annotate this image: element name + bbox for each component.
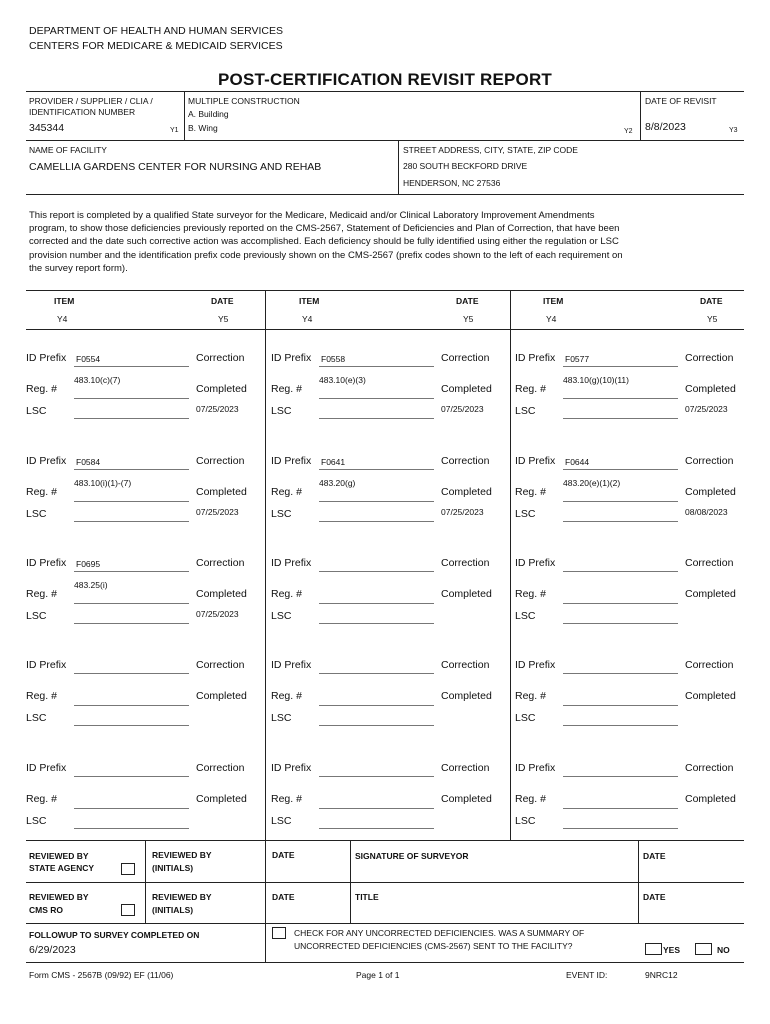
instructions-line: program, to show those deficiencies previously reported on the CMS-2567, Statement of Deficiencies and Plan of Correction, that have been bbox=[29, 223, 620, 235]
column-date-header: DATE bbox=[211, 296, 234, 306]
lsc-field[interactable] bbox=[319, 623, 434, 624]
reg-field[interactable] bbox=[319, 808, 434, 809]
provider-number: 345344 bbox=[29, 122, 65, 134]
lsc-label: LSC bbox=[26, 405, 47, 417]
cms-initials-label-1: REVIEWED BY bbox=[152, 892, 212, 902]
correction-label: Correction bbox=[196, 557, 245, 569]
id-prefix-label: ID Prefix bbox=[271, 762, 312, 774]
instructions-line: This report is completed by a qualified State surveyor for the Medicare, Medicaid and/or Clinical Laboratory Improvement Amendments bbox=[29, 210, 595, 221]
completed-label: Completed bbox=[685, 588, 736, 600]
column-item-header: ITEM bbox=[299, 296, 320, 306]
lsc-field[interactable] bbox=[563, 521, 678, 522]
reg-value: 483.10(i)(1)-(7) bbox=[74, 478, 132, 488]
correction-label: Correction bbox=[441, 762, 490, 774]
yes-label: YES bbox=[663, 945, 681, 955]
reg-label: Reg. # bbox=[271, 383, 302, 395]
column-item-header: ITEM bbox=[543, 296, 564, 306]
id-prefix-field[interactable] bbox=[319, 776, 434, 777]
lsc-label: LSC bbox=[26, 712, 47, 724]
id-prefix-value: F0554 bbox=[76, 354, 101, 364]
correction-label: Correction bbox=[685, 352, 734, 364]
lsc-field[interactable] bbox=[74, 725, 189, 726]
reg-field[interactable] bbox=[319, 501, 434, 502]
building-label: A. Building bbox=[188, 109, 229, 119]
event-id-label: EVENT ID: bbox=[566, 970, 608, 980]
agency-line-1: DEPARTMENT OF HEALTH AND HUMAN SERVICES bbox=[29, 25, 283, 37]
correction-label: Correction bbox=[685, 762, 734, 774]
id-prefix-label: ID Prefix bbox=[515, 762, 556, 774]
completed-label: Completed bbox=[441, 486, 492, 498]
y3-code: Y3 bbox=[729, 127, 738, 134]
lsc-field[interactable] bbox=[74, 418, 189, 419]
column-date-header: DATE bbox=[700, 296, 723, 306]
provider-label-line-1: PROVIDER / SUPPLIER / CLIA / bbox=[29, 96, 153, 106]
reg-field[interactable] bbox=[74, 603, 189, 604]
id-prefix-label: ID Prefix bbox=[26, 557, 67, 569]
completed-date: 07/25/2023 bbox=[196, 404, 239, 414]
id-prefix-field[interactable] bbox=[74, 776, 189, 777]
correction-label: Correction bbox=[685, 557, 734, 569]
id-prefix-value: F0558 bbox=[321, 354, 346, 364]
revisit-date-value: 8/8/2023 bbox=[645, 121, 686, 133]
id-prefix-field[interactable] bbox=[74, 673, 189, 674]
reg-label: Reg. # bbox=[515, 690, 546, 702]
id-prefix-field[interactable] bbox=[563, 776, 678, 777]
reg-field[interactable] bbox=[563, 808, 678, 809]
lsc-label: LSC bbox=[271, 610, 292, 622]
reg-value: 483.25(i) bbox=[74, 580, 108, 590]
id-prefix-field[interactable] bbox=[563, 673, 678, 674]
reg-label: Reg. # bbox=[26, 690, 57, 702]
event-id-value: 9NRC12 bbox=[645, 970, 678, 980]
id-prefix-field[interactable] bbox=[319, 571, 434, 572]
correction-label: Correction bbox=[441, 352, 490, 364]
column-date-header: DATE bbox=[456, 296, 479, 306]
completed-label: Completed bbox=[441, 690, 492, 702]
reg-value: 483.10(c)(7) bbox=[74, 375, 121, 385]
completed-label: Completed bbox=[685, 486, 736, 498]
reg-label: Reg. # bbox=[515, 383, 546, 395]
column-y4-code: Y4 bbox=[302, 314, 313, 324]
lsc-field[interactable] bbox=[563, 725, 678, 726]
column-y5-code: Y5 bbox=[463, 314, 474, 324]
id-prefix-field[interactable] bbox=[74, 571, 189, 572]
wing-label: B. Wing bbox=[188, 123, 218, 133]
id-prefix-value: F0695 bbox=[76, 559, 101, 569]
reg-field[interactable] bbox=[74, 705, 189, 706]
completed-label: Completed bbox=[441, 588, 492, 600]
lsc-label: LSC bbox=[271, 712, 292, 724]
construction-label: MULTIPLE CONSTRUCTION bbox=[188, 96, 300, 106]
completed-date: 07/25/2023 bbox=[196, 609, 239, 619]
lsc-label: LSC bbox=[26, 508, 47, 520]
reviewed-state-label-2: STATE AGENCY bbox=[29, 863, 95, 873]
lsc-label: LSC bbox=[26, 610, 47, 622]
column-y4-code: Y4 bbox=[546, 314, 557, 324]
reviewed-state-label-1: REVIEWED BY bbox=[29, 851, 89, 861]
correction-label: Correction bbox=[685, 659, 734, 671]
reg-field[interactable] bbox=[563, 705, 678, 706]
completed-date: 07/25/2023 bbox=[441, 404, 484, 414]
lsc-field[interactable] bbox=[319, 725, 434, 726]
correction-label: Correction bbox=[441, 455, 490, 467]
lsc-label: LSC bbox=[515, 508, 536, 520]
reg-label: Reg. # bbox=[271, 793, 302, 805]
reg-field[interactable] bbox=[319, 398, 434, 399]
address-line-2: HENDERSON, NC 27536 bbox=[403, 178, 501, 188]
y1-code: Y1 bbox=[170, 127, 179, 134]
agency-line-2: CENTERS FOR MEDICARE & MEDICAID SERVICES bbox=[29, 40, 283, 52]
column-item-header: ITEM bbox=[54, 296, 75, 306]
state-initials-label-1: REVIEWED BY bbox=[152, 850, 212, 860]
column-y5-code: Y5 bbox=[707, 314, 718, 324]
reg-label: Reg. # bbox=[271, 588, 302, 600]
reg-value: 483.20(g) bbox=[319, 478, 356, 488]
completed-label: Completed bbox=[441, 793, 492, 805]
state-date-label: DATE bbox=[272, 850, 295, 860]
id-prefix-label: ID Prefix bbox=[271, 557, 312, 569]
lsc-field[interactable] bbox=[319, 828, 434, 829]
correction-label: Correction bbox=[441, 557, 490, 569]
id-prefix-label: ID Prefix bbox=[271, 455, 312, 467]
completed-label: Completed bbox=[441, 383, 492, 395]
completed-date: 07/25/2023 bbox=[196, 507, 239, 517]
facility-name-label: NAME OF FACILITY bbox=[29, 145, 107, 155]
lsc-field[interactable] bbox=[563, 418, 678, 419]
id-prefix-field[interactable] bbox=[74, 469, 189, 470]
followup-date: 6/29/2023 bbox=[29, 944, 76, 956]
address-line-1: 280 SOUTH BECKFORD DRIVE bbox=[403, 161, 528, 171]
lsc-label: LSC bbox=[515, 610, 536, 622]
lsc-label: LSC bbox=[515, 405, 536, 417]
column-y5-code: Y5 bbox=[218, 314, 229, 324]
lsc-label: LSC bbox=[26, 815, 47, 827]
instructions-line: the survey report form). bbox=[29, 262, 128, 274]
reg-field[interactable] bbox=[563, 398, 678, 399]
correction-label: Correction bbox=[196, 762, 245, 774]
reg-label: Reg. # bbox=[515, 588, 546, 600]
reg-label: Reg. # bbox=[26, 486, 57, 498]
title-label: TITLE bbox=[355, 892, 379, 902]
reviewed-cms-label-1: REVIEWED BY bbox=[29, 892, 89, 902]
title-date-label: DATE bbox=[643, 892, 666, 902]
lsc-label: LSC bbox=[515, 712, 536, 724]
id-prefix-field[interactable] bbox=[563, 469, 678, 470]
id-prefix-label: ID Prefix bbox=[271, 352, 312, 364]
yes-checkbox[interactable] bbox=[645, 943, 662, 955]
reg-field[interactable] bbox=[74, 398, 189, 399]
completed-label: Completed bbox=[196, 486, 247, 498]
reviewed-cms-label-2: CMS RO bbox=[29, 905, 63, 915]
no-label: NO bbox=[717, 945, 730, 955]
followup-label: FOLLOWUP TO SURVEY COMPLETED ON bbox=[29, 930, 200, 940]
id-prefix-label: ID Prefix bbox=[515, 557, 556, 569]
reg-field[interactable] bbox=[74, 808, 189, 809]
completed-label: Completed bbox=[685, 690, 736, 702]
reg-value: 483.10(e)(3) bbox=[319, 375, 366, 385]
cms-initials-label-2: (INITIALS) bbox=[152, 905, 194, 915]
facility-name-value: CAMELLIA GARDENS CENTER FOR NURSING AND REHAB bbox=[29, 161, 322, 173]
id-prefix-label: ID Prefix bbox=[271, 659, 312, 671]
reg-value: 483.10(g)(10)(11) bbox=[563, 375, 629, 385]
correction-label: Correction bbox=[196, 455, 245, 467]
id-prefix-value: F0641 bbox=[321, 457, 346, 467]
id-prefix-label: ID Prefix bbox=[26, 352, 67, 364]
lsc-field[interactable] bbox=[563, 828, 678, 829]
completed-label: Completed bbox=[685, 793, 736, 805]
form-title: POST-CERTIFICATION REVISIT REPORT bbox=[217, 70, 553, 89]
instructions-line: corrected and the date such corrective action was accomplished. Each deficiency should be fully identified using either the regulation or LSC bbox=[29, 236, 619, 248]
id-prefix-label: ID Prefix bbox=[26, 762, 67, 774]
signature-date-label: DATE bbox=[643, 851, 666, 861]
id-prefix-label: ID Prefix bbox=[26, 659, 67, 671]
address-label: STREET ADDRESS, CITY, STATE, ZIP CODE bbox=[403, 145, 578, 155]
completed-label: Completed bbox=[196, 383, 247, 395]
provider-label-line-2: IDENTIFICATION NUMBER bbox=[29, 107, 136, 117]
instructions-line: provision number and the identification prefix code previously shown on the CMS-2567 (prefix codes shown to the left of each requirement on bbox=[29, 249, 623, 261]
completed-label: Completed bbox=[196, 588, 247, 600]
lsc-label: LSC bbox=[271, 508, 292, 520]
id-prefix-field[interactable] bbox=[319, 366, 434, 367]
lsc-field[interactable] bbox=[74, 828, 189, 829]
lsc-field[interactable] bbox=[74, 521, 189, 522]
cms-ro-checkbox[interactable] bbox=[121, 904, 135, 916]
id-prefix-label: ID Prefix bbox=[515, 352, 556, 364]
id-prefix-label: ID Prefix bbox=[515, 659, 556, 671]
signature-label: SIGNATURE OF SURVEYOR bbox=[355, 851, 469, 861]
id-prefix-label: ID Prefix bbox=[26, 455, 67, 467]
reg-label: Reg. # bbox=[271, 486, 302, 498]
reg-field[interactable] bbox=[563, 603, 678, 604]
uncorrected-checkbox[interactable] bbox=[272, 927, 286, 939]
page-number: Page 1 of 1 bbox=[356, 970, 400, 980]
id-prefix-field[interactable] bbox=[319, 469, 434, 470]
reg-field[interactable] bbox=[319, 603, 434, 604]
uncorrected-question-line-1: CHECK FOR ANY UNCORRECTED DEFICIENCIES. WAS A SUMMARY OF bbox=[294, 928, 585, 938]
lsc-field[interactable] bbox=[319, 418, 434, 419]
reg-label: Reg. # bbox=[26, 588, 57, 600]
form-identifier: Form CMS - 2567B (09/92) EF (11/06) bbox=[29, 970, 174, 980]
lsc-field[interactable] bbox=[563, 623, 678, 624]
completed-label: Completed bbox=[196, 690, 247, 702]
reg-label: Reg. # bbox=[515, 486, 546, 498]
reg-field[interactable] bbox=[319, 705, 434, 706]
completed-date: 07/25/2023 bbox=[685, 404, 728, 414]
uncorrected-question-line-2: UNCORRECTED DEFICIENCIES (CMS-2567) SENT TO THE FACILITY? bbox=[294, 941, 573, 951]
id-prefix-value: F0577 bbox=[565, 354, 590, 364]
cms-date-label: DATE bbox=[272, 892, 295, 902]
id-prefix-field[interactable] bbox=[563, 366, 678, 367]
completed-date: 08/08/2023 bbox=[685, 507, 728, 517]
reg-field[interactable] bbox=[563, 501, 678, 502]
lsc-label: LSC bbox=[271, 815, 292, 827]
lsc-label: LSC bbox=[271, 405, 292, 417]
state-initials-label-2: (INITIALS) bbox=[152, 863, 194, 873]
reg-field[interactable] bbox=[74, 501, 189, 502]
reg-label: Reg. # bbox=[271, 690, 302, 702]
id-prefix-field[interactable] bbox=[74, 366, 189, 367]
correction-label: Correction bbox=[196, 352, 245, 364]
completed-date: 07/25/2023 bbox=[441, 507, 484, 517]
no-checkbox[interactable] bbox=[695, 943, 712, 955]
id-prefix-field[interactable] bbox=[563, 571, 678, 572]
correction-label: Correction bbox=[685, 455, 734, 467]
column-y4-code: Y4 bbox=[57, 314, 68, 324]
completed-label: Completed bbox=[685, 383, 736, 395]
id-prefix-value: F0584 bbox=[76, 457, 101, 467]
reg-label: Reg. # bbox=[26, 383, 57, 395]
lsc-field[interactable] bbox=[319, 521, 434, 522]
reg-label: Reg. # bbox=[515, 793, 546, 805]
lsc-field[interactable] bbox=[74, 623, 189, 624]
instructions bbox=[29, 209, 745, 275]
correction-label: Correction bbox=[441, 659, 490, 671]
state-agency-checkbox[interactable] bbox=[121, 863, 135, 875]
lsc-label: LSC bbox=[515, 815, 536, 827]
revisit-date-label: DATE OF REVISIT bbox=[645, 96, 717, 106]
completed-label: Completed bbox=[196, 793, 247, 805]
reg-label: Reg. # bbox=[26, 793, 57, 805]
reg-value: 483.20(e)(1)(2) bbox=[563, 478, 621, 488]
id-prefix-value: F0644 bbox=[565, 457, 590, 467]
id-prefix-field[interactable] bbox=[319, 673, 434, 674]
y2-code: Y2 bbox=[624, 128, 633, 135]
correction-label: Correction bbox=[196, 659, 245, 671]
id-prefix-label: ID Prefix bbox=[515, 455, 556, 467]
